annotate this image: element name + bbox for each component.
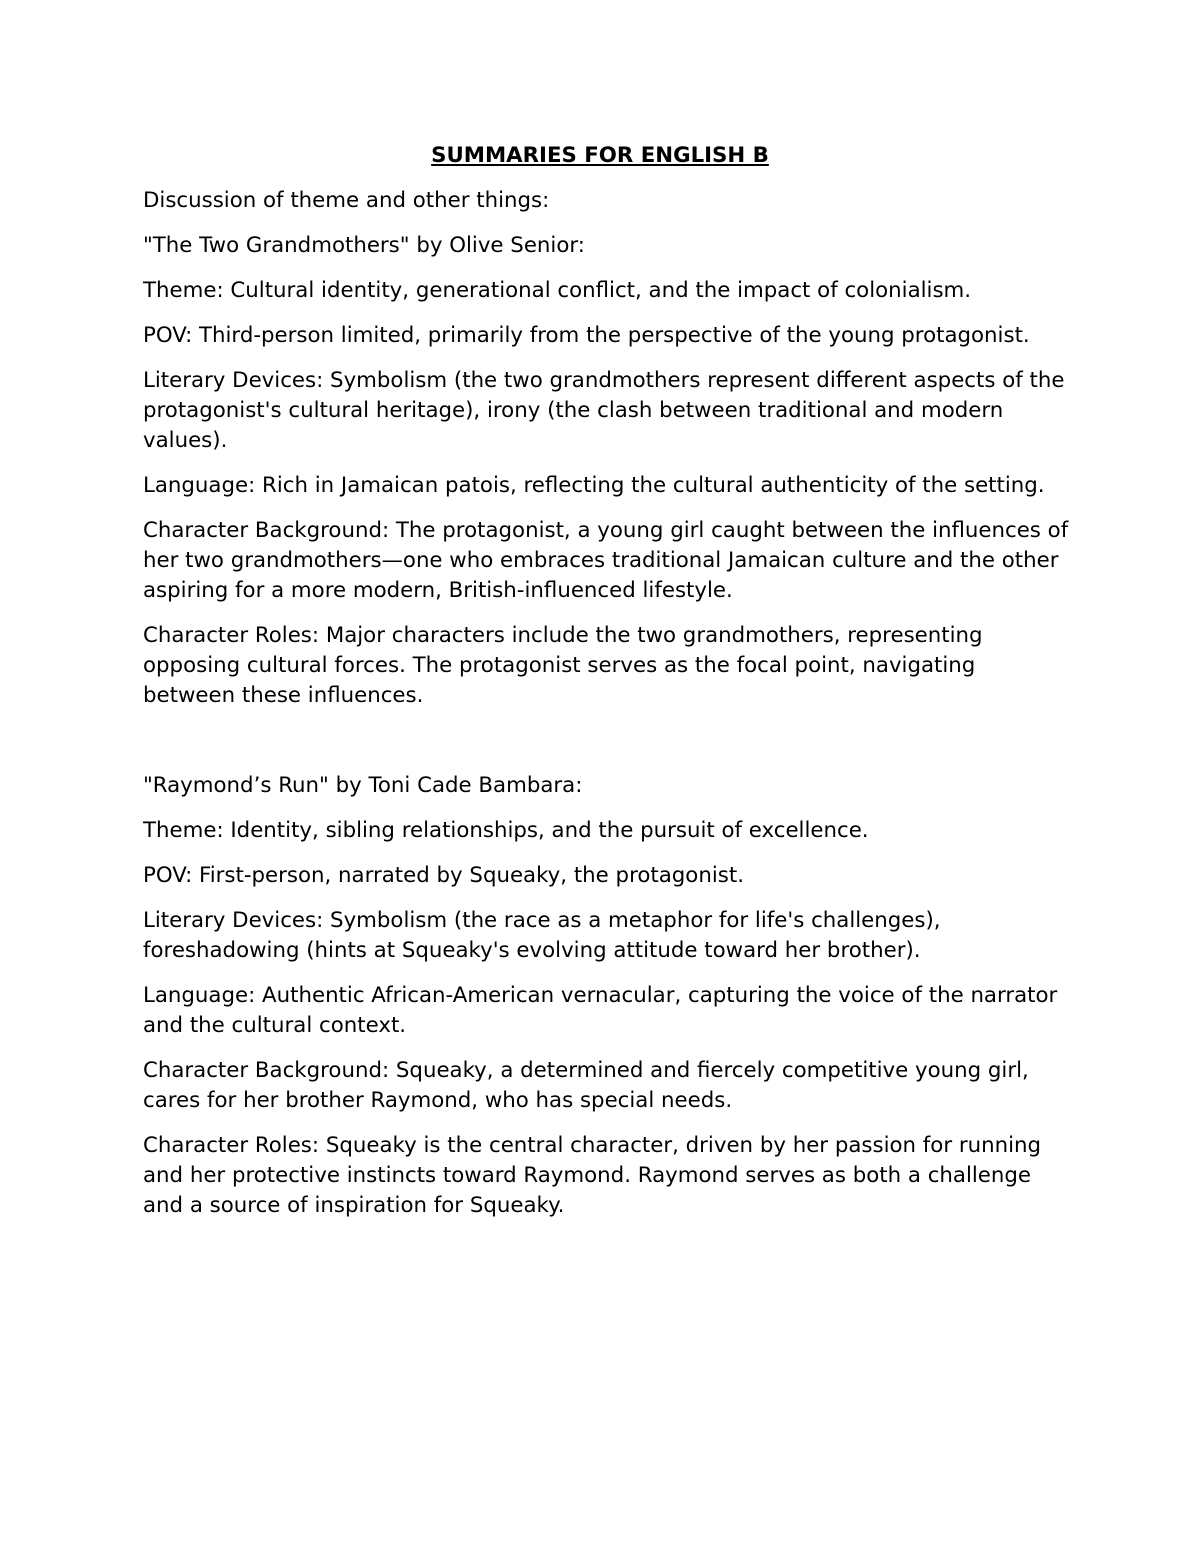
language-paragraph: Language: Rich in Jamaican patois, reflecting the cultural authenticity of the setting. <box>143 473 1045 498</box>
literary-devices-paragraph: Literary Devices: Symbolism (the two grandmothers represent different aspects of the protagonist's cultural heritage), irony (the clash between traditional and modern values). <box>143 368 1065 453</box>
section-spacer <box>143 726 1073 771</box>
literary-devices-paragraph: Literary Devices: Symbolism (the race as a metaphor for life's challenges), foreshadowing (hints at Squeaky's evolving attitude toward her brother). <box>143 908 941 963</box>
theme-paragraph: Theme: Identity, sibling relationships, and the pursuit of excellence. <box>143 818 869 843</box>
section-two-grandmothers <box>143 231 1073 711</box>
section-heading: "Raymond’s Run" by Toni Cade Bambara: <box>143 773 583 798</box>
document-intro: Discussion of theme and other things: <box>143 188 550 213</box>
document-title: SUMMARIES FOR ENGLISH B <box>431 143 769 168</box>
pov-paragraph: POV: Third-person limited, primarily from the perspective of the young protagonist. <box>143 323 1030 348</box>
section-heading: "The Two Grandmothers" by Olive Senior: <box>143 233 585 258</box>
language-paragraph: Language: Authentic African-American vernacular, capturing the voice of the narrator and the cultural context. <box>143 983 1058 1038</box>
character-background-paragraph: Character Background: Squeaky, a determined and fiercely competitive young girl, cares for her brother Raymond, who has special needs. <box>143 1058 1029 1113</box>
character-roles-paragraph: Character Roles: Major characters include the two grandmothers, representing opposing cultural forces. The protagonist serves as the focal point, navigating between these influences. <box>143 623 983 708</box>
theme-paragraph: Theme: Cultural identity, generational conflict, and the impact of colonialism. <box>143 278 972 303</box>
character-background-paragraph: Character Background: The protagonist, a young girl caught between the influences of her two grandmothers—one who embraces traditional Jamaican culture and the other aspiring for a more modern, British-influenced lifestyle. <box>143 518 1069 603</box>
character-roles-paragraph: Character Roles: Squeaky is the central character, driven by her passion for running and her protective instincts toward Raymond. Raymond serves as both a challenge and a source of inspiration for Squeaky. <box>143 1133 1042 1218</box>
document-body <box>143 141 1073 1236</box>
section-raymonds-run <box>143 771 1073 1221</box>
pov-paragraph: POV: First-person, narrated by Squeaky, the protagonist. <box>143 863 744 888</box>
